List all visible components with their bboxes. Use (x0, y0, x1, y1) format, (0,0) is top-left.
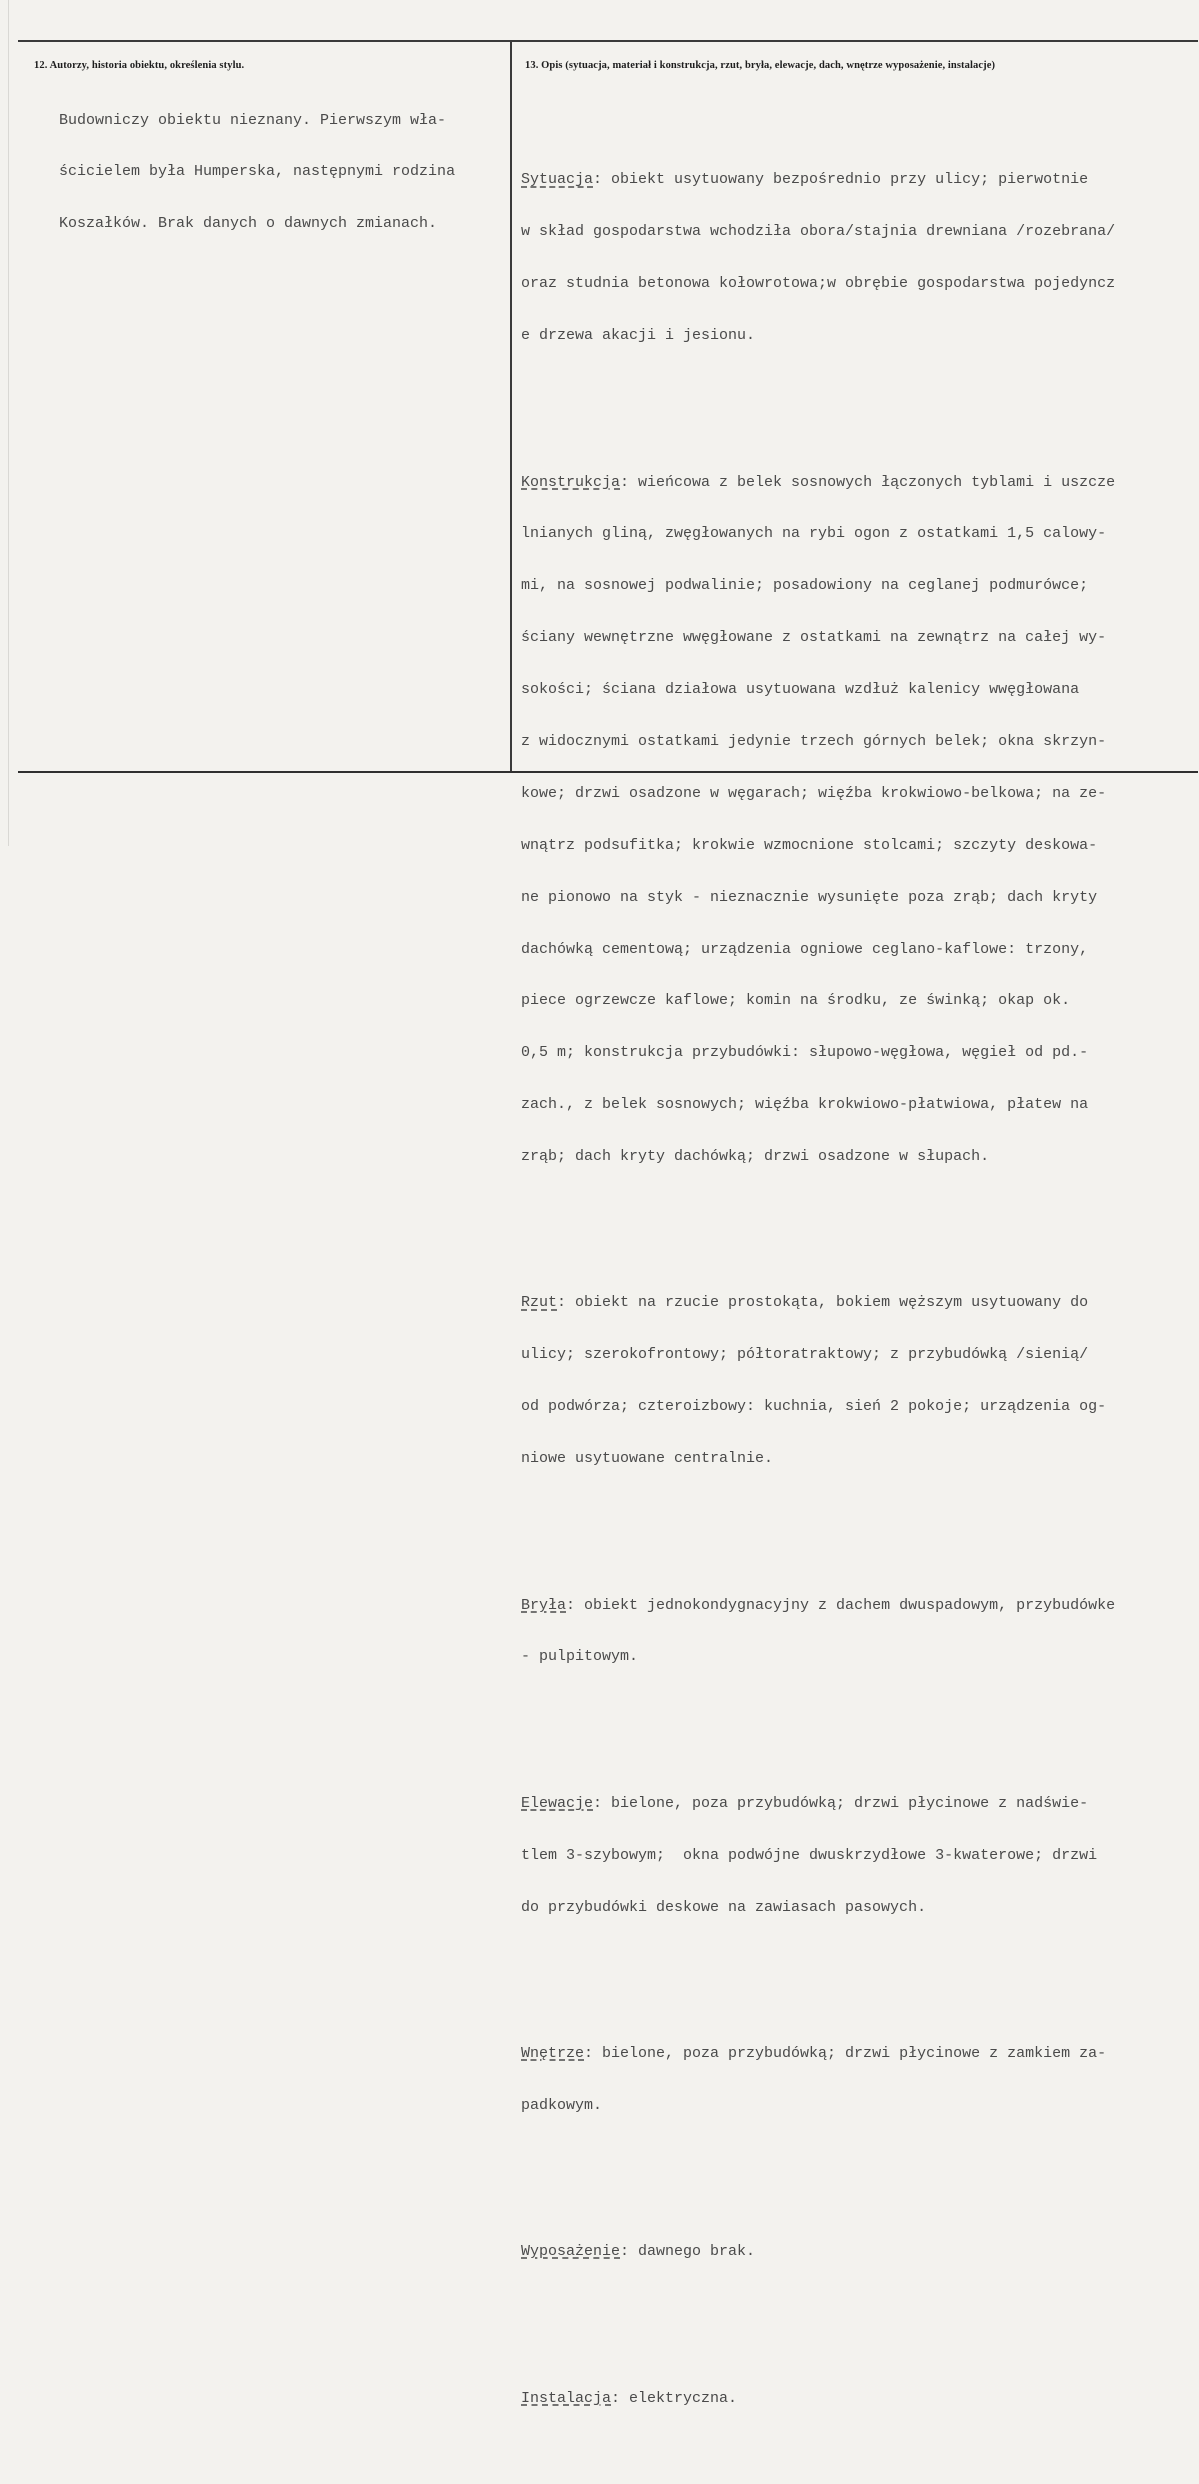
page-edge (8, 0, 9, 846)
paragraph-first-line (521, 2390, 1115, 2407)
bryla-label: Bryła (521, 1596, 567, 1614)
paragraph-text: : wieńcowa z belek sosnowych łączonych tyblami i uszcze (620, 473, 1116, 491)
rzut-label: Rzut (521, 1294, 558, 1312)
text-line: - pulpitowym. (521, 1648, 639, 1666)
konstrukcja-label: Konstrukcja (521, 473, 621, 491)
text-line: oraz studnia betonowa kołowrotowa;w obrębie gospodarstwa pojedyncz (521, 275, 1116, 293)
paragraph-first-line (521, 171, 1115, 188)
text-line: do przybudówki deskowe na zawiasach pasowych. (521, 1898, 927, 1916)
wyposazenie-paragraph (521, 2209, 1115, 2295)
rzut-paragraph (521, 1260, 1115, 1502)
text-line: 0,5 m; konstrukcja przybudówki: słupowo-węgłowa, węgieł od pd.- (521, 1044, 1089, 1062)
section-12-text (59, 77, 455, 250)
text-line: ulicy; szerokofrontowy; półtoratraktowy; z przybudówką /sienią/ (521, 1346, 1089, 1364)
section-13-heading: 13. Opis (sytuacja, materiał i konstrukcja, rzut, bryła, elewacje, dach, wnętrze wyposażenie, instalacje) (525, 60, 996, 71)
text-line: e drzewa akacji i jesionu. (521, 327, 756, 345)
text-line: piece ogrzewcze kaflowe; komin na środku, ze świnką; okap ok. (521, 992, 1071, 1010)
text-line: dachówką cementową; urządzenia ogniowe ceglano-kaflowe: trzony, (521, 940, 1089, 958)
text-line: sokości; ściana działowa usytuowana wzdłuż kalenicy wwęgłowana (521, 681, 1080, 699)
paragraph-first-line (521, 1597, 1115, 1614)
wyposazenie-label: Wyposażenie (521, 2243, 621, 2261)
wnetrze-label: Wnętrze (521, 2044, 585, 2062)
paragraph-text: : obiekt na rzucie prostokąta, bokiem węższym usytuowany do (557, 1294, 1089, 1312)
section-12-heading: 12. Autorzy, historia obiektu, określenia stylu. (34, 60, 245, 71)
sytuacja-label: Sytuacja (521, 171, 594, 189)
text-line: ściany wewnętrzne wwęgłowane z ostatkami na zewnątrz na całej wy- (521, 629, 1107, 647)
text-line: w skład gospodarstwa wchodziła obora/stajnia drewniana /rozebrana/ (521, 223, 1116, 241)
paragraph-first-line (521, 1795, 1115, 1812)
paragraph-text: : obiekt usytuowany bezpośrednio przy ulicy; pierwotnie (593, 171, 1089, 189)
text-line: lnianych gliną, zwęgłowanych na rybi ogon z ostatkami 1,5 calowy- (521, 525, 1107, 543)
section-13-text (521, 85, 1115, 2484)
paragraph-text: : bielone, poza przybudówką; drzwi płycinowe z zamkiem za- (584, 2044, 1107, 2062)
paragraph-text: : bielone, poza przybudówką; drzwi płycinowe z nadświe- (593, 1794, 1089, 1812)
text-line: mi, na sosnowej podwalinie; posadowiony na ceglanej podmurówce; (521, 577, 1089, 595)
text-line: od podwórza; czteroizbowy: kuchnia, sień 2 pokoje; urządzenia og- (521, 1398, 1107, 1416)
text-line: ścicielem była Humperska, następnymi rodzina (59, 163, 456, 181)
text-line: tlem 3-szybowym; okna podwójne dwuskrzydłowe 3-kwaterowe; drzwi (521, 1846, 1098, 1864)
text-line: wnątrz podsufitka; krokwie wzmocnione stolcami; szczyty deskowa- (521, 836, 1098, 854)
elewacje-label: Elewacje (521, 1794, 594, 1812)
text-line: kowe; drzwi osadzone w węgarach; więźba krokwiowo-belkowa; na ze- (521, 784, 1107, 802)
text-line: zrąb; dach kryty dachówką; drzwi osadzone w słupach. (521, 1148, 990, 1166)
paragraph-text: : dawnego brak. (620, 2243, 756, 2261)
paragraph-first-line (521, 474, 1115, 491)
paragraph-first-line (521, 2243, 1115, 2260)
text-line: z widocznymi ostatkami jedynie trzech górnych belek; okna skrzyn- (521, 732, 1107, 750)
bryla-paragraph (521, 1562, 1115, 1700)
instalacja-label: Instalacja (521, 2389, 612, 2407)
text-line: zach., z belek sosnowych; więźba krokwiowo-płatwiowa, płatew na (521, 1096, 1089, 1114)
paragraph-first-line (521, 2045, 1115, 2062)
instalacja-paragraph (521, 2355, 1115, 2441)
elewacje-paragraph (521, 1760, 1115, 1950)
sytuacja-paragraph (521, 137, 1115, 379)
paragraph-text: : obiekt jednokondygnacyjny z dachem dwuspadowym, przybudówke (566, 1596, 1116, 1614)
text-line: Koszałków. Brak danych o dawnych zmianach. (59, 215, 438, 233)
wnetrze-paragraph (521, 2010, 1115, 2148)
konstrukcja-paragraph (521, 439, 1115, 1200)
paragraph-text: : elektryczna. (611, 2389, 738, 2407)
text-line: ne pionowo na styk - nieznacznie wysunięte poza zrąb; dach kryty (521, 888, 1098, 906)
column-divider (510, 40, 512, 772)
top-rule (18, 40, 1198, 42)
text-line: Budowniczy obiektu nieznany. Pierwszym wła- (59, 111, 447, 129)
paragraph-first-line (521, 1294, 1115, 1311)
text-line: niowe usytuowane centralnie. (521, 1450, 774, 1468)
text-line: padkowym. (521, 2096, 603, 2114)
